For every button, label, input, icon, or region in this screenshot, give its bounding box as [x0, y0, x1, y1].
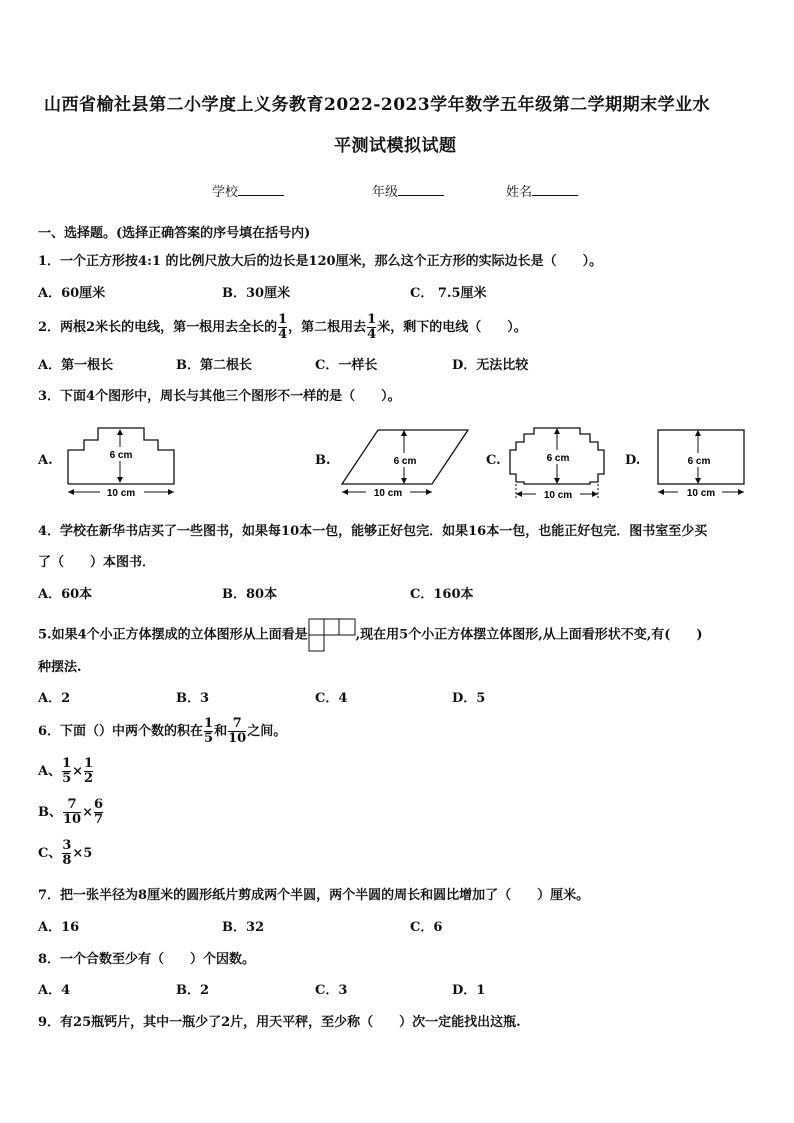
q5-option-c: C．4	[315, 691, 348, 706]
q5-option-a: A．2	[38, 691, 71, 706]
q2-fraction-1: $\frac{1}{4}$	[278, 312, 288, 342]
q3-shape-b-parallelogram	[338, 420, 472, 500]
q3-option-b: B.	[315, 453, 331, 468]
q7-option-c: C．6	[410, 920, 443, 935]
school-label: 学校	[212, 185, 239, 200]
q2-option-d: D．无法比较	[452, 358, 529, 373]
q1-option-b: B．30厘米	[222, 286, 291, 301]
q6-text-part2: 和	[214, 724, 228, 739]
q6-option-a-label: A、	[38, 764, 62, 779]
q6-text-part3: 之间。	[247, 724, 287, 739]
q6-option-c-label: C、	[38, 846, 62, 861]
q3-a-width-label: 10 cm	[106, 488, 136, 499]
q6-fraction-1: $\frac{1}{5}$	[204, 716, 214, 746]
q2-text-part1: 2．两根2米长的电线，第一根用去全长的	[38, 320, 278, 335]
name-label: 姓名	[506, 185, 533, 200]
q8-option-d: D．1	[452, 983, 486, 998]
q5-top-view-diagram	[308, 618, 356, 652]
grade-label: 年级	[372, 185, 399, 200]
q3-c-height-label: 6 cm	[546, 453, 570, 464]
question-8: 8．一个合数至少有（ ）个因数。	[38, 952, 256, 967]
q2-fraction-2: $\frac{1}{4}$	[367, 312, 377, 342]
q4-option-b: B．80本	[222, 587, 278, 602]
q6-option-c: C、 $\frac{3}{8}$ ×5	[38, 838, 93, 868]
q7-option-b: B．32	[222, 920, 265, 935]
q3-option-d: D.	[625, 453, 641, 468]
q8-option-a: A．4	[38, 983, 71, 998]
question-6	[38, 717, 286, 746]
question-5	[38, 618, 703, 652]
title-line-2: 平测试模拟试题	[334, 136, 457, 156]
q3-a-height-label: 6 cm	[109, 450, 133, 461]
q3-option-c: C.	[486, 453, 501, 468]
q1-option-c: C． 7.5厘米	[410, 286, 487, 301]
q4-option-a: A．60本	[38, 587, 93, 602]
q6-option-b-label: B、	[38, 805, 62, 820]
q2-text-part3: 米，剩下的电线（ ）。	[377, 320, 527, 335]
q3-c-width-label: 10 cm	[543, 490, 573, 501]
q2-option-c: C．一样长	[315, 358, 378, 373]
name-blank	[532, 183, 578, 196]
school-field	[212, 181, 284, 200]
question-4-line-1: 4．学校在新华书店买了一些图书，如果每10本一包，能够正好包完．如果16本一包，也能正好包完．图书室至少买	[38, 524, 708, 539]
q5-text-part2: ,现在用5个小正方体摆立体图形,从上面看形状不变,有( )	[355, 627, 703, 643]
q5-text-part1: 5.如果4个小正方体摆成的立体图形从上面看是	[38, 627, 308, 643]
q3-shape-a-stepped	[62, 420, 186, 500]
title-line-1: 山西省榆社县第二小学度上义务教育2022-2023学年数学五年级第二学期期末学业水	[44, 95, 711, 115]
q3-d-width-label: 10 cm	[686, 488, 716, 499]
q3-b-width-label: 10 cm	[373, 488, 403, 499]
q2-option-b: B．第二根长	[176, 358, 252, 373]
section-heading: 一、选择题。(选择正确答案的序号填在括号内)	[38, 226, 311, 241]
q8-option-c: C．3	[315, 983, 348, 998]
question-5-line-2: 种摆法.	[38, 660, 82, 675]
q3-shape-c-notched	[506, 420, 610, 502]
question-4-line-2: 了（ ）本图书．	[38, 555, 156, 570]
question-7: 7．把一张半径为8厘米的圆形纸片剪成两个半圆，两个半圆的周长和圆比增加了（ ）厘米。	[38, 888, 590, 903]
name-field	[506, 181, 578, 200]
q3-b-height-label: 6 cm	[393, 456, 417, 467]
q3-option-a: A.	[38, 453, 53, 468]
q4-option-c: C．160本	[410, 587, 474, 602]
q7-option-a: A．16	[38, 920, 80, 935]
grade-blank	[398, 183, 444, 196]
q6-fraction-2: $\frac{7}{10}$	[228, 716, 247, 746]
q3-d-height-label: 6 cm	[687, 456, 711, 467]
q3-shape-d-rectangle	[650, 420, 750, 500]
q8-option-b: B．2	[176, 983, 210, 998]
question-2	[38, 313, 527, 342]
question-3: 3．下面4个图形中，周长与其他三个图形不一样的是（ ）。	[38, 389, 401, 404]
q6-text-part1: 6．下面（）中两个数的积在	[38, 724, 204, 739]
question-9: 9．有25瓶钙片，其中一瓶少了2片，用天平秤，至少称（ ）次一定能找出这瓶.	[38, 1015, 521, 1030]
q2-text-part2: ，第二根用去	[288, 320, 367, 335]
q6-option-a: A、 $\frac{1}{5}$ × $\frac{1}{2}$	[38, 756, 94, 786]
q5-option-b: B．3	[176, 691, 210, 706]
q2-option-a: A．第一根长	[38, 358, 114, 373]
school-blank	[238, 183, 284, 196]
q1-option-a: A．60厘米	[38, 286, 106, 301]
q6-option-b: B、 $\frac{7}{10}$ × $\frac{6}{7}$	[38, 797, 104, 827]
grade-field	[372, 181, 444, 200]
q5-option-d: D．5	[452, 691, 486, 706]
question-1: 1．一个正方形按4:1 的比例尺放大后的边长是120厘米，那么这个正方形的实际边长是（ ）。	[38, 254, 603, 269]
